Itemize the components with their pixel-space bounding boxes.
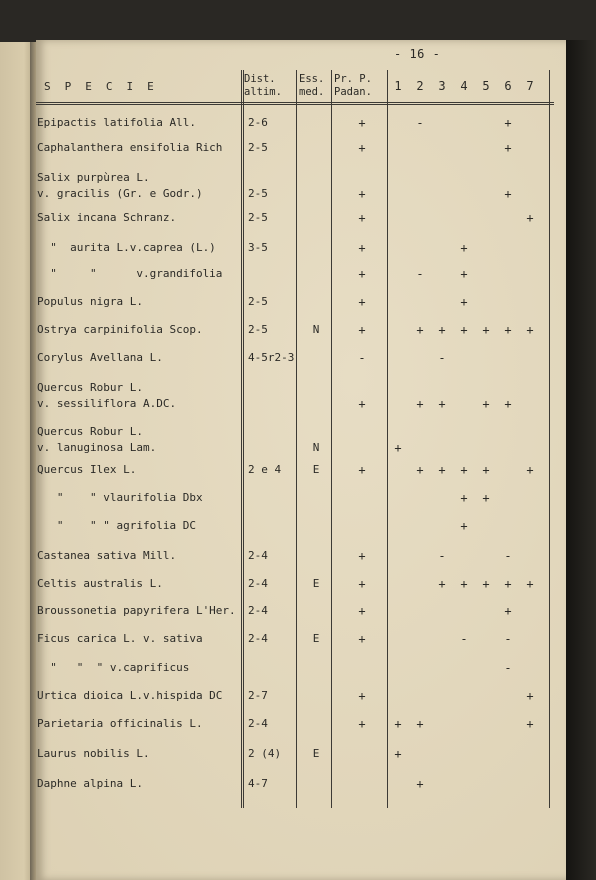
species-name: Populus nigra L. <box>37 295 143 308</box>
region-column-5: 5 <box>482 79 490 93</box>
region-mark: + <box>460 295 468 309</box>
region-mark: + <box>526 577 534 591</box>
region-mark: + <box>482 323 490 337</box>
region-mark: + <box>504 397 512 411</box>
region-mark: + <box>416 463 424 477</box>
po-plain-presence: + <box>358 632 366 646</box>
altitude-distribution: 2-5 <box>248 211 268 224</box>
species-name: Ostrya carpinifolia Scop. <box>37 323 203 336</box>
header-rule <box>36 102 554 103</box>
region-column-1: 1 <box>394 79 402 93</box>
ess-header-line2: med. <box>299 86 325 98</box>
essence-mediterranean: E <box>312 632 320 645</box>
region-mark: - <box>460 632 468 646</box>
po-plain-presence: + <box>358 397 366 411</box>
column-rule-pr <box>331 70 332 808</box>
altitude-distribution: 2-7 <box>248 689 268 702</box>
species-name: Corylus Avellana L. <box>37 351 163 364</box>
species-name: Celtis australis L. <box>37 577 163 590</box>
region-mark: + <box>438 397 446 411</box>
altitude-distribution: 2-4 <box>248 632 268 645</box>
column-rule-dist-double <box>243 70 244 808</box>
species-name: Parietaria officinalis L. <box>37 717 203 730</box>
region-column-6: 6 <box>504 79 512 93</box>
region-mark: + <box>460 463 468 477</box>
region-mark: + <box>460 491 468 505</box>
species-name: Salix incana Schranz. <box>37 211 177 224</box>
region-mark: + <box>482 491 490 505</box>
region-mark: + <box>504 187 512 201</box>
altitude-distribution: 2-5 <box>248 187 268 200</box>
po-plain-presence: + <box>358 549 366 563</box>
altitude-distribution: 2-4 <box>248 604 268 617</box>
region-mark: + <box>416 323 424 337</box>
species-name: " aurita L.v.caprea (L.) <box>37 241 216 254</box>
species-name: Quercus Robur L. v. lanuginosa Lam. <box>37 425 157 454</box>
essence-mediterranean: E <box>312 577 320 590</box>
po-plain-presence: + <box>358 241 366 255</box>
po-plain-presence: + <box>358 295 366 309</box>
region-mark: + <box>504 116 512 130</box>
species-name: Castanea sativa Mill. <box>37 549 177 562</box>
region-mark: + <box>460 267 468 281</box>
essence-mediterranean: E <box>312 463 320 476</box>
altitude-distribution: 2-6 <box>248 116 268 129</box>
region-mark: + <box>526 717 534 731</box>
region-mark: + <box>526 463 534 477</box>
po-plain-presence: + <box>358 267 366 281</box>
pr-padan-header <box>334 73 388 99</box>
column-rule-dist <box>241 70 242 808</box>
po-plain-presence: + <box>358 604 366 618</box>
altitude-distribution: 3-5 <box>248 241 268 254</box>
pr-header-line1: Pr. P. <box>334 73 372 85</box>
po-plain-presence: + <box>358 717 366 731</box>
species-name: Ficus carica L. v. sativa <box>37 632 203 645</box>
species-name: Urtica dioica L.v.hispida DC <box>37 689 223 702</box>
po-plain-presence: + <box>358 689 366 703</box>
species-name: Laurus nobilis L. <box>37 747 150 760</box>
species-name: Quercus Robur L. v. sessiliflora A.DC. <box>37 381 177 410</box>
altitude-distribution: 2 e 4 <box>248 463 282 476</box>
region-mark: + <box>394 747 402 761</box>
column-rule-right <box>549 70 550 808</box>
region-mark: - <box>438 549 446 563</box>
species-name: Daphne alpina L. <box>37 777 143 790</box>
region-mark: - <box>416 116 424 130</box>
species-name: " " " v.caprificus <box>37 661 190 674</box>
region-mark: + <box>482 463 490 477</box>
species-name: Quercus Ilex L. <box>37 463 137 476</box>
region-mark: + <box>416 777 424 791</box>
region-mark: + <box>504 141 512 155</box>
po-plain-presence: + <box>358 116 366 130</box>
po-plain-presence: + <box>358 141 366 155</box>
region-mark: + <box>416 397 424 411</box>
region-mark: - <box>504 632 512 646</box>
altitude-distribution: 2-5 <box>248 295 268 308</box>
region-mark: + <box>460 241 468 255</box>
region-column-3: 3 <box>438 79 446 93</box>
ess-med-header <box>299 73 329 99</box>
region-mark: + <box>416 717 424 731</box>
region-mark: + <box>504 323 512 337</box>
region-mark: + <box>394 717 402 731</box>
region-mark: + <box>526 323 534 337</box>
altitude-distribution: 4-5r2-3 <box>248 351 295 364</box>
altitude-distribution: 2-4 <box>248 549 268 562</box>
po-plain-presence: + <box>358 211 366 225</box>
region-column-2: 2 <box>416 79 424 93</box>
region-mark: + <box>460 519 468 533</box>
dist-header-line2: altim. <box>244 86 282 98</box>
region-mark: + <box>504 577 512 591</box>
altitude-distribution: 2-5 <box>248 323 268 336</box>
altitude-distribution: 4-7 <box>248 777 268 790</box>
region-mark: - <box>504 661 512 675</box>
species-name: " " " agrifolia DC <box>37 519 196 532</box>
dist-header-line1: Dist. <box>244 73 276 85</box>
facing-page-edge <box>0 42 34 880</box>
species-name: " " v.grandifolia <box>37 267 223 280</box>
region-mark: + <box>438 323 446 337</box>
region-mark: - <box>504 549 512 563</box>
region-column-4: 4 <box>460 79 468 93</box>
essence-mediterranean: N <box>312 323 320 336</box>
po-plain-presence: + <box>358 323 366 337</box>
dist-altim-header <box>244 73 296 99</box>
essence-mediterranean: N <box>312 441 320 454</box>
region-mark: + <box>438 463 446 477</box>
po-plain-presence: + <box>358 463 366 477</box>
pr-header-line2: Padan. <box>334 86 372 98</box>
region-mark: - <box>438 351 446 365</box>
specie-header: SPECIE <box>44 80 168 93</box>
region-mark: + <box>526 689 534 703</box>
ess-header-line1: Ess. <box>299 73 325 85</box>
species-name: Epipactis latifolia All. <box>37 116 196 129</box>
region-mark: + <box>394 441 402 455</box>
po-plain-presence: - <box>358 351 366 365</box>
species-name: Salix purpùrea L. v. gracilis (Gr. e Godr.) <box>37 171 203 200</box>
page-number: - 16 - <box>394 47 441 61</box>
region-mark: + <box>460 577 468 591</box>
altitude-distribution: 2-4 <box>248 717 268 730</box>
altitude-distribution: 2 (4) <box>248 747 282 760</box>
altitude-distribution: 2-5 <box>248 141 268 154</box>
species-name: Caphalanthera ensifolia Rich <box>37 141 223 154</box>
page-right-edge <box>566 40 596 880</box>
header-rule-double <box>36 104 554 105</box>
region-column-7: 7 <box>526 79 534 93</box>
po-plain-presence: + <box>358 577 366 591</box>
region-mark: + <box>438 577 446 591</box>
altitude-distribution: 2-4 <box>248 577 268 590</box>
essence-mediterranean: E <box>312 747 320 760</box>
species-name: " " vlaurifolia Dbx <box>37 491 203 504</box>
region-mark: + <box>482 577 490 591</box>
region-mark: - <box>416 267 424 281</box>
region-mark: + <box>460 323 468 337</box>
region-mark: + <box>482 397 490 411</box>
region-mark: + <box>526 211 534 225</box>
po-plain-presence: + <box>358 187 366 201</box>
region-mark: + <box>504 604 512 618</box>
species-name: Broussonetia papyrifera L'Her. <box>37 604 236 617</box>
